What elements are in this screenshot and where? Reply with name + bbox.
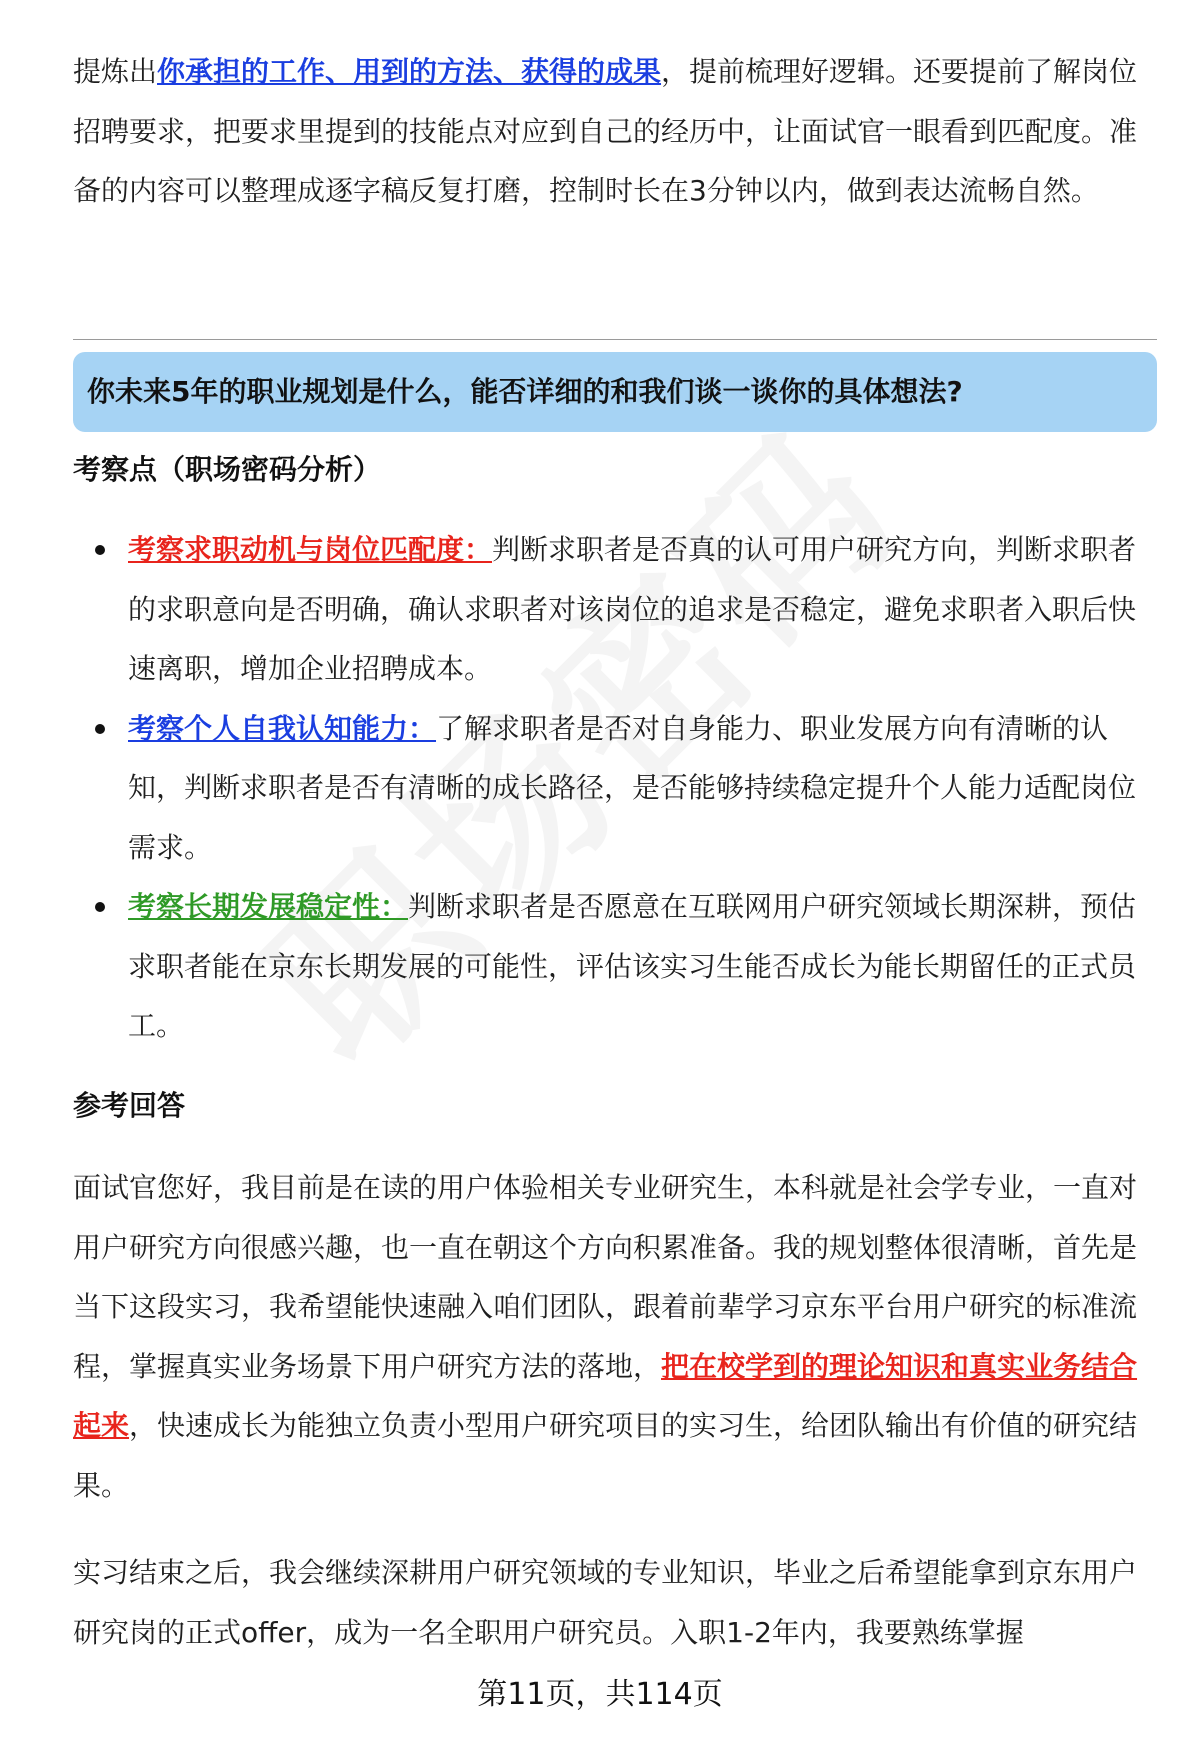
bullet-dot [95, 724, 105, 734]
answer1-highlight: 把在校学到的理论知识和真实业务结合起来 [73, 1349, 1138, 1442]
bullet-text: 判断求职者是否愿意在互联网用户研究领域长期深耕，预估求职者能在京东长期发展的可能性，评估该实习生能否成长为能长期留任的正式员工。 [128, 890, 1137, 1042]
answer-heading: 参考回答 [73, 1089, 186, 1122]
analysis-item-stability [73, 877, 1158, 1056]
bullet-dot [95, 902, 105, 912]
answer1-after: ，快速成长为能独立负责小型用户研究项目的实习生，给团队输出有价值的研究结果。 [73, 1409, 1138, 1502]
intro-rest: ，提前梳理好逻辑。还要提前了解岗位招聘要求，把要求里提到的技能点对应到自己的经历中，让面试官一眼看到匹配度。准备的内容可以整理成逐字稿反复打磨，控制时长在3分钟以内，做到表达流畅自然。 [73, 55, 1138, 207]
question-text: 你未来5年的职业规划是什么，能否详细的和我们谈一谈你的具体想法? [87, 375, 963, 408]
bullet-text: 判断求职者是否真的认可用户研究方向，判断求职者的求职意向是否明确，确认求职者对该岗位的追求是否稳定，避免求职者入职后快速离职，增加企业招聘成本。 [128, 533, 1137, 685]
question-box [73, 352, 1157, 432]
analysis-item-motivation [73, 520, 1158, 699]
bullet-label: 考察个人自我认知能力： [128, 711, 437, 745]
answer-paragraph-1 [73, 1158, 1158, 1515]
intro-paragraph [73, 42, 1158, 221]
bullet-label: 考察长期发展稳定性： [128, 890, 409, 923]
analysis-list [73, 520, 1158, 1056]
intro-prefix: 提炼出 [73, 55, 158, 88]
bullet-label: 考察求职动机与岗位匹配度： [128, 533, 493, 566]
bullet-dot [95, 545, 105, 555]
bullet-text: 了解求职者是否对自身能力、职业发展方向有清晰的认知，判断求职者是否有清晰的成长路径，是否能够持续稳定提升个人能力适配岗位需求。 [128, 711, 1137, 864]
section-divider [73, 339, 1157, 340]
answer1-before: 面试官您好，我目前是在读的用户体验相关专业研究生，本科就是社会学专业，一直对用户研究方向很感兴趣，也一直在朝这个方向积累准备。我的规划整体很清晰，首先是当下这段实习，我希望能快速融入咱们团队，跟着前辈学习京东平台用户研究的标准流程，掌握真实业务场景下用户研究方法的落地， [73, 1171, 1138, 1383]
intro-highlight: 你承担的工作、用到的方法、获得的成果 [157, 55, 662, 88]
page-footer: 第11页，共114页 [477, 1677, 723, 1712]
analysis-item-self-awareness [73, 699, 1158, 878]
answer-paragraph-2: 实习结束之后，我会继续深耕用户研究领域的专业知识，毕业之后希望能拿到京东用户研究岗的正式offer，成为一名全职用户研究员。入职1-2年内，我要熟练掌握 [73, 1556, 1138, 1649]
analysis-heading: 考察点（职场密码分析） [73, 453, 382, 486]
